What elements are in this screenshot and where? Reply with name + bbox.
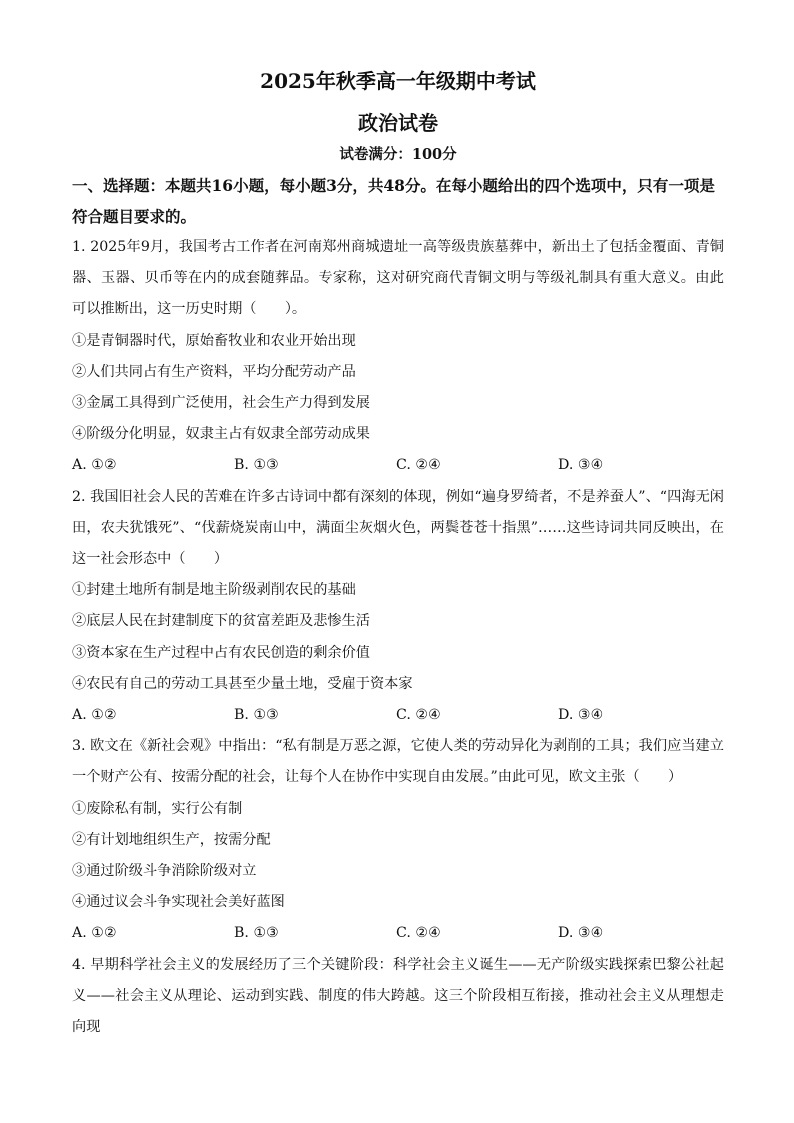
statement-item: ②底层人民在封建制度下的贫富差距及悲惨生活 bbox=[72, 613, 370, 630]
statement-item: ②有计划地组织生产，按需分配 bbox=[72, 831, 271, 848]
statement-item: ④农民有自己的劳动工具甚至少量土地，受雇于资本家 bbox=[72, 675, 413, 692]
statement-item: ④阶级分化明显，奴隶主占有奴隶全部劳动成果 bbox=[72, 426, 370, 443]
option-a: A. ①② bbox=[72, 707, 117, 724]
answer-options bbox=[72, 700, 724, 731]
question-1 bbox=[72, 232, 724, 482]
statement-item: ①废除私有制，实行公有制 bbox=[72, 800, 243, 817]
option-c: C. ②④ bbox=[396, 925, 441, 942]
full-score: 试卷满分：100分 bbox=[339, 146, 457, 163]
option-a: A. ①② bbox=[72, 457, 117, 474]
statement-item: ①是青铜器时代，原始畜牧业和农业开始出现 bbox=[72, 332, 356, 349]
question-stem: 2. 我国旧社会人民的苦难在许多古诗词中都有深刻的体现，例如“遍身罗绮者，不是养蚕人”、“四海无闲田，农夫犹饿死”、“伐薪烧炭南山中，满面尘灰烟火色，两鬓苍苍十指黑”……这些诗词共同反映出，在这一社会形态中（ ） bbox=[72, 488, 724, 568]
exam-title: 2025年秋季高一年级期中考试 bbox=[260, 69, 536, 93]
statement-item: ④通过议会斗争实现社会美好蓝图 bbox=[72, 894, 285, 911]
option-d: D. ③④ bbox=[558, 925, 604, 942]
statement-item: ②人们共同占有生产资料，平均分配劳动产品 bbox=[72, 363, 356, 380]
statement-item: ③资本家在生产过程中占有农民创造的剩余价值 bbox=[72, 644, 370, 661]
question-stem: 3. 欧文在《新社会观》中指出：“私有制是万恶之源，它使人类的劳动异化为剥削的工具；我们应当建立一个财产公有、按需分配的社会，让每个人在协作中实现自由发展。”由此可见，欧文主张（ ） bbox=[72, 738, 724, 786]
option-b: B. ①③ bbox=[234, 925, 279, 942]
option-d: D. ③④ bbox=[558, 707, 604, 724]
statement-item: ③金属工具得到广泛使用，社会生产力得到发展 bbox=[72, 395, 370, 412]
exam-subject: 政治试卷 bbox=[358, 111, 438, 135]
option-c: C. ②④ bbox=[396, 707, 441, 724]
option-b: B. ①③ bbox=[234, 457, 279, 474]
answer-options bbox=[72, 450, 724, 481]
option-d: D. ③④ bbox=[558, 457, 604, 474]
question-stem: 4. 早期科学社会主义的发展经历了三个关键阶段：科学社会主义诞生——无产阶级实践探索巴黎公社起义——社会主义从理论、运动到实践、制度的伟大跨越。这三个阶段相互衔接，推动社会主义从理想走向现 bbox=[72, 956, 724, 1036]
option-b: B. ①③ bbox=[234, 707, 279, 724]
answer-options bbox=[72, 918, 724, 949]
exam-page bbox=[72, 64, 724, 1043]
option-c: C. ②④ bbox=[396, 457, 441, 474]
question-2 bbox=[72, 482, 724, 732]
section-heading: 一、选择题：本题共16小题，每小题3分，共48分。在每小题给出的四个选项中，只有一项是符合题目要求的。 bbox=[72, 176, 715, 226]
statement-item: ①封建土地所有制是地主阶级剥削农民的基础 bbox=[72, 582, 356, 599]
option-a: A. ①② bbox=[72, 925, 117, 942]
question-stem: 1. 2025年9月，我国考古工作者在河南郑州商城遗址一高等级贵族墓葬中，新出土了包括金覆面、青铜器、玉器、贝币等在内的成套随葬品。专家称，这对研究商代青铜文明与等级礼制具有重大意义。由此可以推断出，这一历史时期（ ）。 bbox=[72, 239, 724, 318]
question-3 bbox=[72, 731, 724, 949]
statement-item: ③通过阶级斗争消除阶级对立 bbox=[72, 863, 257, 880]
question-4 bbox=[72, 950, 724, 1044]
